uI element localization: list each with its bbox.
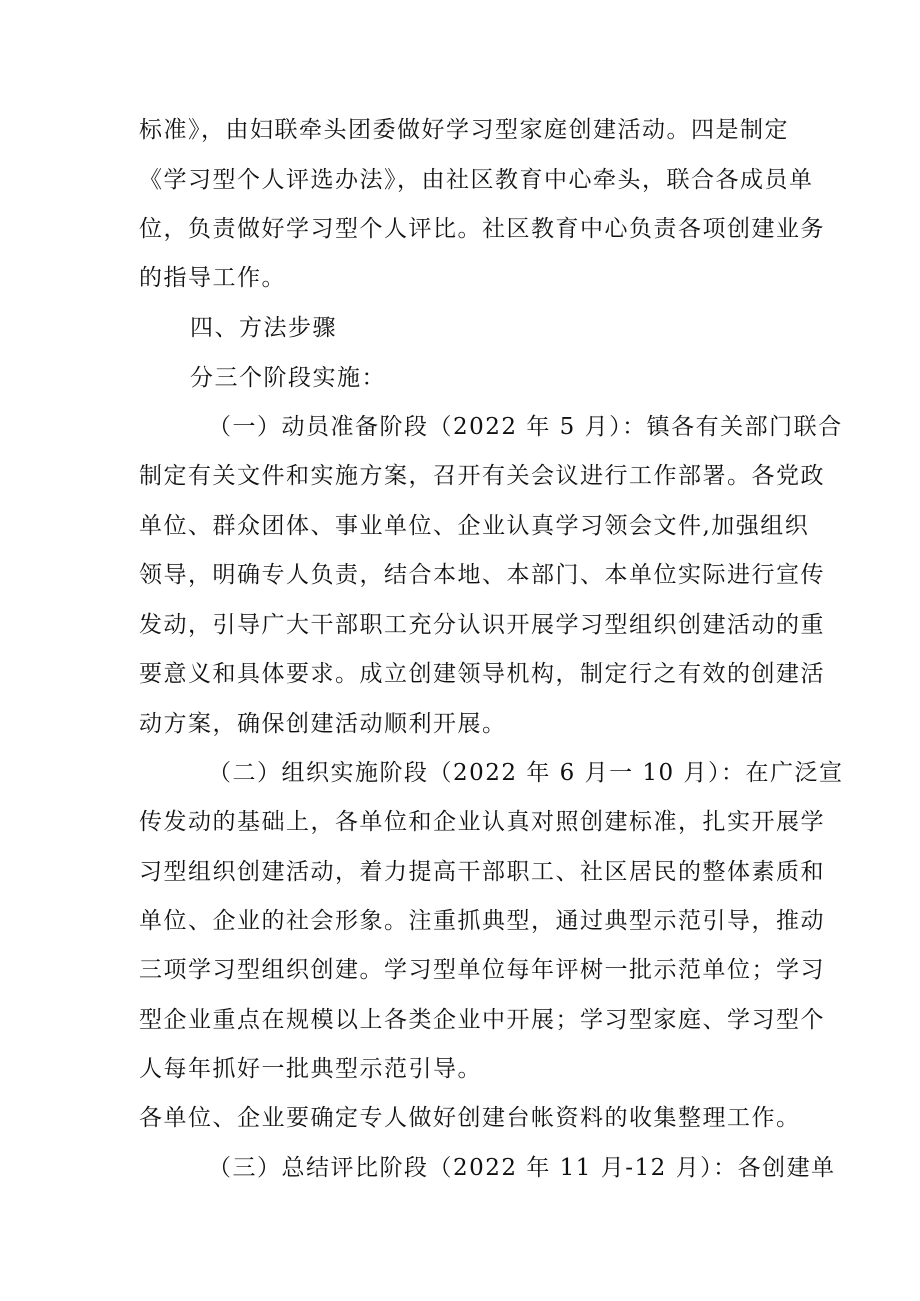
text-line: 标准》，由妇联牵头团委做好学习型家庭创建活动。四是制定: [139, 117, 789, 143]
section-heading: 四、方法步骤: [190, 315, 337, 341]
text-line: 制定有关文件和实施方案，召开有关会议进行工作部署。各党政: [139, 463, 825, 489]
text-line: 单位、企业的社会形象。注重抓典型，通过典型示范引导，推动: [139, 908, 825, 934]
phase-1-heading-line: （一）动员准备阶段（2022 年 5 月）：镇各有关部门联合: [208, 414, 843, 440]
text-line: 位，负责做好学习型个人评比。社区教育中心负责各项创建业务: [139, 216, 825, 242]
text-line: 型企业重点在规模以上各类企业中开展；学习型家庭、学习型个: [139, 1007, 825, 1033]
text-line: 习型组织创建活动，着力提高干部职工、社区居民的整体素质和: [139, 859, 825, 885]
phase-3-heading-line: （三）总结评比阶段（2022 年 11 月-12 月）：各创建单: [208, 1155, 836, 1181]
text-line: 《学习型个人评选办法》，由社区教育中心牵头，联合各成员单: [139, 167, 814, 193]
text-line: 要意义和具体要求。成立创建领导机构，制定行之有效的创建活: [139, 661, 825, 687]
text-line: 发动，引导广大干部职工充分认识开展学习型组织创建活动的重: [139, 612, 825, 638]
text-line: 的指导工作。: [139, 265, 286, 291]
text-line: 三项学习型组织创建。学习型单位每年评树一批示范单位；学习: [139, 957, 825, 983]
text-line: 分三个阶段实施：: [190, 365, 386, 391]
phase-2-heading-line: （二）组织实施阶段（2022 年 6 月一 10 月）：在广泛宣: [208, 760, 844, 786]
text-line: 领导，明确专人负责，结合本地、本部门、本单位实际进行宣传: [139, 562, 825, 588]
text-line: 传发动的基础上，各单位和企业认真对照创建标准，扎实开展学: [139, 809, 825, 835]
text-line: 人每年抓好一批典型示范引导。: [139, 1056, 482, 1082]
text-line: 单位、群众团体、事业单位、企业认真学习领会文件,加强组织: [139, 513, 810, 539]
text-line: 动方案，确保创建活动顺利开展。: [139, 711, 507, 737]
text-line: 各单位、企业要确定专人做好创建台帐资料的收集整理工作。: [139, 1105, 801, 1131]
